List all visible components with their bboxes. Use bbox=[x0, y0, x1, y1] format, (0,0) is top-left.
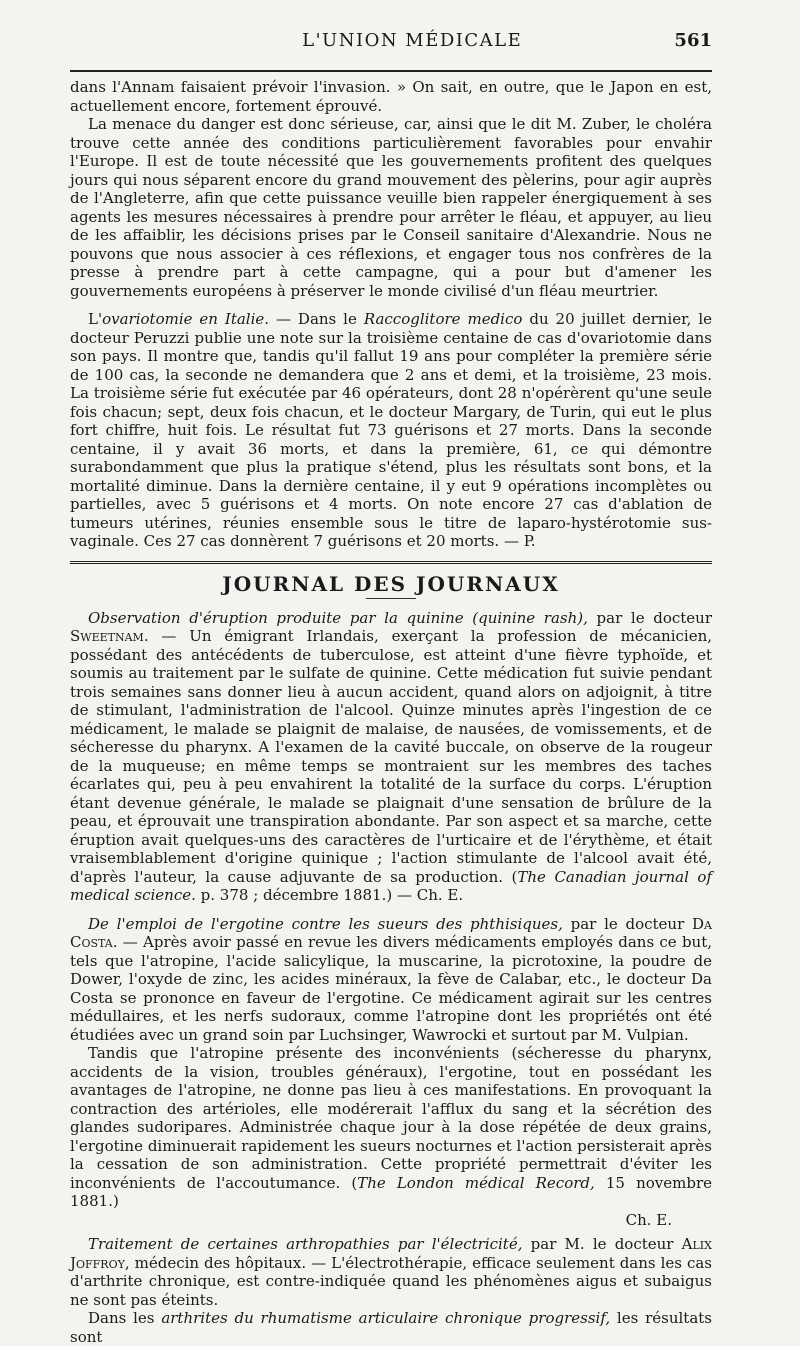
page-header bbox=[70, 30, 712, 66]
article-ergotine-signature: Ch. E. bbox=[625, 1210, 672, 1229]
article-quinine bbox=[70, 609, 712, 905]
article-ergotine bbox=[70, 915, 712, 1045]
article-electricite-text: , médecin des hôpitaux. — L'électrothérapie, efficace seulement dans les cas d'arthrite chronique, est contre-indiquée quand les phénomènes aigus et subaigus ne sont pas éteints. bbox=[70, 1253, 712, 1309]
article-quinine-source: The Canadian journal of medical science. bbox=[70, 867, 712, 904]
article-ergotine-by: par le docteur bbox=[562, 914, 693, 933]
ovariotomie-source: Raccoglitore medico bbox=[363, 310, 523, 328]
article-electricite-title: Traitement de certaines arthropathies par l'électricité, bbox=[88, 1235, 523, 1253]
article-ergotine-title: De l'emploi de l'ergotine contre les sueurs des phthisiques, bbox=[88, 914, 563, 933]
article-electricite-p2-italic: arthrites du rhumatisme articulaire chronique progressif, bbox=[161, 1309, 611, 1327]
paragraph-annam: dans l'Annam faisaient prévoir l'invasion. » On sait, en outre, que le Japon en est, actuellement encore, fortement éprouvé. bbox=[70, 78, 712, 115]
paragraph-ovariotomie bbox=[70, 310, 712, 551]
article-ergotine-text: . — Après avoir passé en revue les divers médicaments employés dans ce but, tels que l'atropine, l'acide salicylique, la muscarine, la picrotoxine, la poudre de Dower, l'oxyde de zinc, les acides minéraux, la fève de Calabar, etc., le docteur Da Costa se prononce en faveur de l'ergotine. Ce médicament agirait sur les centres médullaires, et les nerfs sudoraux, comme l'atropine dont les propriétés ont été étudiées avec un grand soin par Luchsinger, Wawrocki et surtout par M. Vulpian. bbox=[70, 933, 712, 1044]
article-quinine-end: p. 378 ; décembre 1881.) — Ch. E. bbox=[195, 886, 464, 904]
article-electricite bbox=[70, 1235, 712, 1309]
article-quinine-title: Observation d'éruption produite par la quinine (quinine rash), bbox=[88, 608, 588, 627]
article-ergotine-end: 15 novembre 1881.) bbox=[70, 1173, 712, 1210]
header-rule bbox=[70, 70, 712, 72]
article-ergotine-p2-text: Tandis que l'atropine présente des inconvénients (sécheresse du pharynx, accidents de la vision, troubles généraux), l'ergotine, tout en possédant les avantages de l'atropine, ne donne pas lieu à ces manifestations. En provoquant la contraction des artérioles, elle modérerait l'afflux du sang et la sécrétion des glandes sudoripares. Administrée chaque jour à la dose répétée de deux grains, l'ergotine diminuerait rapidement les sueurs nocturnes et l'action persisterait après la cessation de son administration. Cette propriété permettrait d'éviter les inconvénients de l'accoutumance. ( bbox=[70, 1044, 712, 1192]
paragraph-cholera-menace: La menace du danger est donc sérieuse, car, ainsi que le dit M. Zuber, le choléra trouve cette année des conditions particulièrement favorables pour envahir l'Europe. Il est de toute nécessité que les gouvernements profitent des quelques jours qui nous séparent encore du grand mouvement des pèlerins, pour agir auprès de l'Angleterre, afin que cette puissance veuille bien rappeler énergiquement à ses agents les mesures nécessaires à prendre pour arrêter le fléau, et appuyer, au lieu de les affaiblir, les décisions prises par le Conseil sanitaire d'Alexandrie. Nous ne pouvons que nous associer à ces réflexions, et engager tous nos confrères de la presse à prendre part à cette campagne, qui a pour but d'amener les gouvernements européens à préserver le monde civilisé d'un fléau meurtrier. bbox=[70, 115, 712, 300]
article-electricite-by: par M. le docteur bbox=[522, 1235, 682, 1253]
article-quinine-author: Sweetnam bbox=[70, 627, 144, 645]
ovariotomie-title: ovariotomie en Italie. bbox=[102, 310, 270, 328]
article-electricite-p2-a: Dans les bbox=[88, 1309, 162, 1327]
ovariotomie-title-prefix: L' bbox=[88, 310, 103, 328]
section-title-rule bbox=[366, 598, 416, 599]
article-electricite-author: Alix Joffroy bbox=[70, 1235, 712, 1272]
article-quinine-text: . — Un émigrant Irlandais, exerçant la profession de mécanicien, possédant des antécédents de tuberculose, est atteint d'une fièvre typhoïde, et soumis au traitement par le sulfate de quinine. Cette médication fut suivie pendant trois semaines sans donner lieu à aucun accident, quand alors on adjoignit, à titre de stimulant, l'administration de l'alcool. Quinze minutes après l'ingestion de ce médicament, le malade se plaignit de malaise, de nausées, de vomissements, et de sécheresse du pharynx. A l'examen de la cavité buccale, on observe de la rougeur de la muqueuse; en même temps se montraient sur les membres des taches écarlates qui, peu à peu envahirent la totalité de la surface du corps. L'éruption étant devenue générale, le malade se plaignait d'une sensation de brûlure de la peau, et éprouvait une transpiration abondante. Par son aspect et sa marche, cette éruption avait quelques-uns des caractères de l'urticaire et de l'érythème, et était vraisemblablement d'origine quinique ; l'action stimulante de l'alcool avait été, d'après l'auteur, la cause adjuvante de sa production. ( bbox=[70, 627, 712, 886]
article-ergotine-p2 bbox=[70, 1044, 712, 1211]
ovariotomie-text-b: du 20 juillet dernier, le docteur Peruzzi publie une note sur la troisième centaine de cas d'ovariotomie dans son pays. Il montre que, tandis qu'il fallut 19 ans pour compléter la première série de 100 cas, la seconde ne demandera que 2 ans et demi, et la troisième, 23 mois. La troisième série fut exécutée par 46 opérateurs, dont 28 n'opérèrent qu'une seule fois chacun; sept, deux fois chacun, et le docteur Margary, de Turin, qui eut le plus fort chiffre, huit fois. Le résultat fut 73 guérisons et 27 morts. Dans la seconde centaine, il y avait 36 morts, et dans la première, 61, ce qui démontre surabondamment que plus la pratique s'étend, plus les résultats sont bons, et la mortalité diminue. Dans la dernière centaine, il y eut 9 opérations incomplètes ou partielles, avec 5 guérisons et 4 morts. On note encore 27 cas d'ablation de tumeurs utérines, réunies ensemble sous le titre de laparo-hystérotomie sus-vaginale. Ces 27 cas donnèrent 7 guérisons et 20 morts. — P. bbox=[70, 310, 713, 550]
page-number: 561 bbox=[674, 30, 712, 51]
section-divider bbox=[70, 561, 712, 564]
running-title: L'UNION MÉDICALE bbox=[302, 30, 523, 51]
article-electricite-p2-b: les résultats sont bbox=[70, 1309, 712, 1346]
ovariotomie-text-a: — Dans le bbox=[269, 310, 364, 328]
section-title: JOURNAL DES JOURNAUX bbox=[222, 571, 560, 596]
article-quinine-by: par le docteur bbox=[587, 608, 712, 627]
article-ergotine-author: Da Costa bbox=[70, 914, 712, 951]
article-ergotine-source: The London médical Record, bbox=[357, 1173, 595, 1192]
article-electricite-p2 bbox=[70, 1309, 712, 1346]
